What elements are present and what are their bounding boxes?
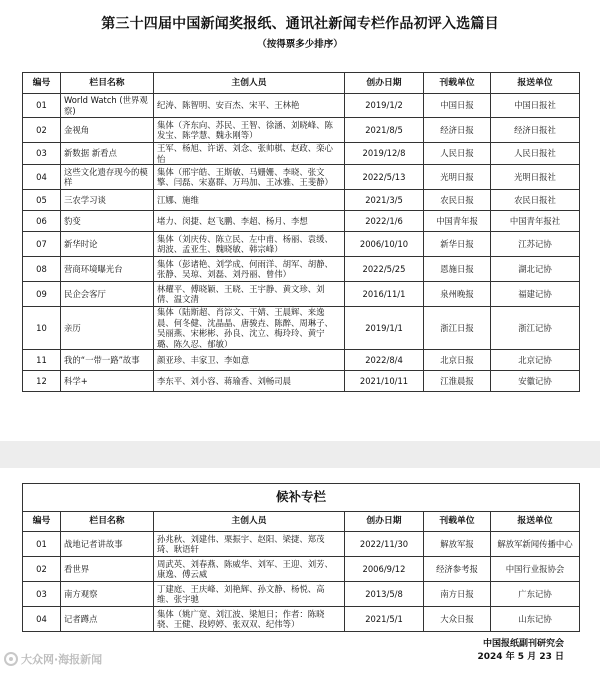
footer-organization: 中国报纸副刊研究会 [482, 639, 564, 649]
cell-submitter: 北京记协 [491, 350, 580, 371]
header-column: 栏目名称 [61, 512, 154, 532]
header-paper: 刊载单位 [424, 73, 491, 94]
cell-paper: 人民日报 [424, 143, 491, 165]
alternate-selection-table [22, 483, 580, 632]
cell-date: 2021/3/5 [345, 190, 424, 211]
cell-no: 04 [23, 607, 61, 632]
footer-date: 2024 年 5 月 23 日 [477, 652, 564, 662]
cell-no: 02 [23, 557, 61, 582]
cell-creators: 纪涛、陈智明、安百杰、宋平、王林艳 [154, 94, 345, 118]
cell-no: 03 [23, 582, 61, 607]
table-row [23, 94, 580, 118]
header-date: 创办日期 [345, 512, 424, 532]
cell-column-name: 金视角 [61, 118, 154, 143]
cell-no: 11 [23, 350, 61, 371]
cell-date: 2019/1/1 [345, 307, 424, 350]
section-divider [0, 441, 600, 468]
cell-column-name: 新华时论 [61, 232, 154, 257]
table-header-row [23, 512, 580, 532]
table-row [23, 211, 580, 232]
cell-creators: 江娜、施维 [154, 190, 345, 211]
cell-paper: 经济日报 [424, 118, 491, 143]
cell-no: 08 [23, 257, 61, 282]
cell-date: 2022/11/30 [345, 532, 424, 557]
cell-column-name: 这些文化遗存现今的模样 [61, 165, 154, 190]
cell-paper: 中国青年报 [424, 211, 491, 232]
header-no: 编号 [23, 73, 61, 94]
table-row [23, 232, 580, 257]
table-row [23, 307, 580, 350]
cell-creators: 集体（陆斯超、肖淙文、干婧、王晨辉、来逸晨、何冬健、沈晶晶、唐骏垚、陈醉、周琳子、吴丽燕、宋彬彬、孙良、沈立、梅玲玲、黄宁璐、陈久忍、郁敏） [154, 307, 345, 350]
cell-creators: 李东平、刘小容、蒋瑜香、刘畅司晨 [154, 371, 345, 392]
header-creators: 主创人员 [154, 73, 345, 94]
cell-column-name: 三农学习谈 [61, 190, 154, 211]
cell-date: 2006/9/12 [345, 557, 424, 582]
cell-no: 02 [23, 118, 61, 143]
cell-date: 2016/11/1 [345, 282, 424, 307]
cell-date: 2013/5/8 [345, 582, 424, 607]
cell-column-name: 亲历 [61, 307, 154, 350]
table-row [23, 350, 580, 371]
cell-submitter: 湖北记协 [491, 257, 580, 282]
page-title: 第三十四届中国新闻奖报纸、通讯社新闻专栏作品初评入选篇目 [101, 16, 499, 32]
cell-column-name: 我的“一带一路”故事 [61, 350, 154, 371]
page-subtitle: （按得票多少排序） [257, 39, 343, 50]
cell-paper: 解放军报 [424, 532, 491, 557]
cell-column-name: 民企会客厅 [61, 282, 154, 307]
header-submitter: 报送单位 [491, 512, 580, 532]
table-row [23, 165, 580, 190]
table-row [23, 257, 580, 282]
cell-paper: 南方日报 [424, 582, 491, 607]
cell-paper: 农民日报 [424, 190, 491, 211]
cell-paper: 中国日报 [424, 94, 491, 118]
cell-paper: 泉州晚报 [424, 282, 491, 307]
cell-no: 12 [23, 371, 61, 392]
cell-submitter: 江苏记协 [491, 232, 580, 257]
table-row [23, 582, 580, 607]
cell-date: 2022/8/4 [345, 350, 424, 371]
cell-paper: 恩施日报 [424, 257, 491, 282]
cell-column-name: 看世界 [61, 557, 154, 582]
cell-submitter: 福建记协 [491, 282, 580, 307]
table-row [23, 532, 580, 557]
table-row [23, 371, 580, 392]
cell-creators: 林耀平、傅晓颖、王晓、王宇静、黄文珍、刘倩、温文清 [154, 282, 345, 307]
table-row [23, 118, 580, 143]
cell-column-name: 新数据 新看点 [61, 143, 154, 165]
cell-paper: 大众日报 [424, 607, 491, 632]
cell-no: 10 [23, 307, 61, 350]
cell-date: 2021/5/1 [345, 607, 424, 632]
table-row [23, 190, 580, 211]
cell-no: 07 [23, 232, 61, 257]
cell-creators: 周武英、刘春燕、陈威华、刘军、王迎、刘芳、康逸、傅云威 [154, 557, 345, 582]
header-creators: 主创人员 [154, 512, 345, 532]
watermark-logo-icon [4, 652, 18, 666]
cell-creators: 颜亚珍、丰家卫、李如意 [154, 350, 345, 371]
cell-creators: 孙兆秋、刘建伟、栗振宇、赵阳、梁捷、郑茂琦、耿语轩 [154, 532, 345, 557]
cell-creators: 集体（刘庆传、陈立民、左中甫、杨丽、袁缓、胡波、孟亚生、魏晓敏、韩宗峰） [154, 232, 345, 257]
cell-submitter: 人民日报社 [491, 143, 580, 165]
watermark [4, 651, 102, 667]
cell-submitter: 农民日报社 [491, 190, 580, 211]
table-row [23, 607, 580, 632]
cell-column-name: World Watch (世界观察) [61, 94, 154, 118]
cell-creators: 集体（邢宇皓、王斯敏、马姗姗、李晓、张文擎、闫磊、宋嘉群、万玛加、王冰雅、王斐静） [154, 165, 345, 190]
cell-column-name: 记者蹲点 [61, 607, 154, 632]
cell-no: 06 [23, 211, 61, 232]
cell-paper: 浙江日报 [424, 307, 491, 350]
cell-date: 2019/1/2 [345, 94, 424, 118]
header-paper: 刊载单位 [424, 512, 491, 532]
cell-date: 2006/10/10 [345, 232, 424, 257]
header-no: 编号 [23, 512, 61, 532]
cell-submitter: 浙江记协 [491, 307, 580, 350]
header-submitter: 报送单位 [491, 73, 580, 94]
table-row [23, 143, 580, 165]
cell-column-name: 战地记者讲故事 [61, 532, 154, 557]
cell-submitter: 光明日报社 [491, 165, 580, 190]
cell-date: 2021/8/5 [345, 118, 424, 143]
cell-no: 01 [23, 532, 61, 557]
table-row [23, 557, 580, 582]
cell-creators: 集体（彭诸艳、刘学成、何雨洋、胡军、胡静、张静、吴琼、刘磊、刘丹丽、曾伟） [154, 257, 345, 282]
cell-submitter: 中国行业报协会 [491, 557, 580, 582]
cell-submitter: 经济日报社 [491, 118, 580, 143]
table-row [23, 282, 580, 307]
cell-no: 09 [23, 282, 61, 307]
cell-submitter: 中国青年报社 [491, 211, 580, 232]
cell-date: 2019/12/8 [345, 143, 424, 165]
cell-submitter: 山东记协 [491, 607, 580, 632]
cell-no: 01 [23, 94, 61, 118]
cell-creators: 集体（姚广宽、刘江波、梁旭日；作者：陈晓骁、王健、段婷婷、张双双、纪伟等） [154, 607, 345, 632]
cell-column-name: 豹变 [61, 211, 154, 232]
cell-submitter: 解放军新闻传播中心 [491, 532, 580, 557]
section-title-row [23, 484, 580, 512]
cell-column-name: 营商环境曝光台 [61, 257, 154, 282]
header-column: 栏目名称 [61, 73, 154, 94]
cell-date: 2022/1/6 [345, 211, 424, 232]
cell-column-name: 科学+ [61, 371, 154, 392]
cell-no: 03 [23, 143, 61, 165]
cell-paper: 经济参考报 [424, 557, 491, 582]
cell-creators: 集体（齐东向、苏民、王智、徐涵、刘晓峰、陈发宝、陈学慧、魏永刚等） [154, 118, 345, 143]
cell-creators: 堵力、闵捷、赵飞鹏、李超、杨月、李想 [154, 211, 345, 232]
header-date: 创办日期 [345, 73, 424, 94]
cell-date: 2022/5/13 [345, 165, 424, 190]
cell-paper: 新华日报 [424, 232, 491, 257]
cell-submitter: 广东记协 [491, 582, 580, 607]
cell-creators: 丁建庭、王庆峰、刘艳辉、孙文静、杨悦、高维、张宇驰 [154, 582, 345, 607]
alternate-section-title: 候补专栏 [23, 484, 580, 512]
watermark-text: 大众网·海报新闻 [21, 653, 103, 666]
cell-column-name: 南方观察 [61, 582, 154, 607]
table-header-row [23, 73, 580, 94]
cell-creators: 王军、杨旭、许诺、刘念、张帅棋、赵政、栾心怡 [154, 143, 345, 165]
cell-paper: 北京日报 [424, 350, 491, 371]
cell-date: 2022/5/25 [345, 257, 424, 282]
cell-paper: 光明日报 [424, 165, 491, 190]
cell-submitter: 中国日报社 [491, 94, 580, 118]
cell-date: 2021/10/11 [345, 371, 424, 392]
cell-paper: 江淮晨报 [424, 371, 491, 392]
main-selection-table [22, 72, 580, 392]
cell-no: 05 [23, 190, 61, 211]
cell-submitter: 安徽记协 [491, 371, 580, 392]
cell-no: 04 [23, 165, 61, 190]
